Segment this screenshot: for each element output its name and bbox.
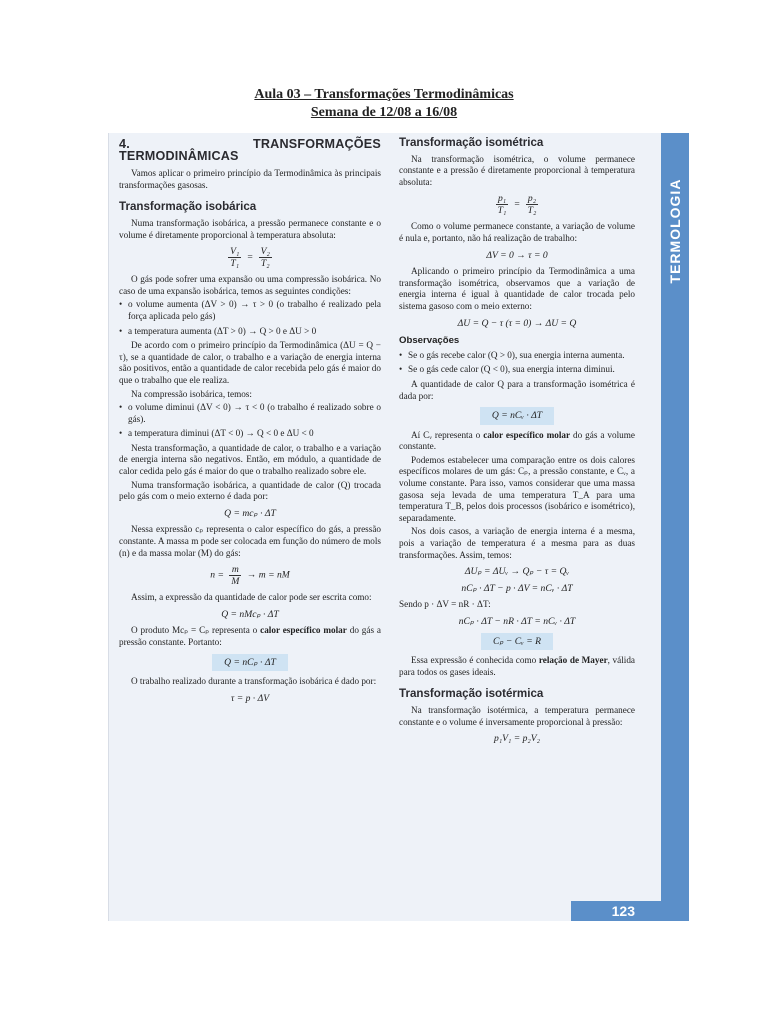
same-energy-paragraph: Nos dois casos, a variação de energia interna é a mesma, pois a variação de temperatura é a mesma para as duas transformações. Assim, temos: bbox=[399, 526, 635, 560]
moles-formula: n = $\frac{m}{M}$ → m = nM bbox=[210, 564, 290, 588]
no-work-paragraph: Como o volume permanece constante, a variação de volume é nula e, portanto, não há realização de trabalho: bbox=[399, 221, 635, 243]
compression-intro: Na compressão isobárica, temos: bbox=[131, 388, 252, 399]
bullet-volume-increase: • o volume aumenta (ΔV > 0) → τ > 0 (o trabalho é realizado pela força aplicada pelo gás) bbox=[119, 299, 381, 322]
isobaric-heat-formula: Q = nCₚ · ΔT bbox=[119, 654, 381, 672]
bullet-temperature-decrease: • a temperatura diminui (ΔT < 0) → Q < 0 e ΔU < 0 bbox=[119, 428, 381, 440]
zero-work-formula: ΔV = 0 → τ = 0 bbox=[486, 249, 548, 261]
compression-paragraph: Nesta transformação, a quantidade de calor, o trabalho e a variação de energia interna são negativos. Então, em módulo, a quantidade de calor cedida pelo gás é maior do que o trabalho realizado sobre ele. bbox=[119, 442, 381, 477]
isometric-definition: Na transformação isométrica, o volume permanece constante e a pressão é diretamente proporcional à temperatura absoluta: bbox=[399, 153, 635, 187]
isothermal-definition: Na transformação isotérmica, a temperatura permanece constante e o volume é inversamente proporcional à pressão: bbox=[399, 704, 635, 727]
isometric-heat-paragraph: A quantidade de calor Q para a transformação isométrica é dada por: bbox=[399, 378, 635, 401]
isobaric-work-paragraph: O trabalho realizado durante a transformação isobárica é dado por: bbox=[131, 676, 377, 687]
substitution-line: Sendo p · ΔV = nR · ΔT: bbox=[399, 599, 491, 610]
section-title: 4. TRANSFORMAÇÕES TERMODINÂMICAS bbox=[119, 137, 381, 163]
isothermal-law-formula: p₁V₁ = p₂V₂ bbox=[494, 733, 540, 745]
intro-paragraph: Vamos aplicar o primeiro princípio da Termodinâmica às principais transformações gasosas. bbox=[119, 168, 381, 190]
sidebar-label: TERMOLOGIA bbox=[667, 178, 683, 284]
mayer-relation-formula: Cₚ − Cᵥ = R bbox=[399, 633, 635, 651]
document-header bbox=[0, 86, 768, 122]
internal-energy-formula: ΔU = Q − τ (τ = 0) → ΔU = Q bbox=[457, 317, 577, 329]
energy-equality-formula: ΔUₚ = ΔUᵥ → Qₚ − τ = Qᵥ bbox=[464, 566, 570, 578]
specific-heat-paragraph: Nessa expressão cₚ representa o calor específico do gás, a pressão constante. A massa m pode ser colocada em função do número de mols (n) e da massa molar (M) do gás: bbox=[119, 524, 381, 558]
heat-expression-paragraph: Assim, a expressão da quantidade de calor pode ser escrita como: bbox=[131, 592, 372, 603]
isometric-title: Transformação isométrica bbox=[399, 136, 544, 149]
molar-heat-paragraph: O produto Mcₚ = Cₚ representa o calor específico molar do gás a pressão constante. Portanto: bbox=[119, 625, 381, 647]
isometric-law-formula: $\frac{\text{p₁}}{\text{T₁}}$ = $\frac{\text{p₂}}{\text{T₂}}$ bbox=[497, 193, 537, 217]
isothermal-title: Transformação isotérmica bbox=[399, 687, 544, 701]
heat-mass-formula: Q = mcₚ · ΔT bbox=[224, 507, 276, 519]
mayer-paragraph: Essa expressão é conhecida como relação de Mayer, válida para todos os gases ideais. bbox=[399, 655, 636, 677]
right-column bbox=[399, 133, 635, 750]
isometric-heat-formula: Q = nCᵥ · ΔT bbox=[399, 407, 635, 425]
left-column bbox=[119, 133, 381, 709]
lesson-title: Aula 03 – Transformações Termodinâmicas bbox=[254, 87, 514, 102]
cv-definition: Aí Cᵥ representa o calor específico molar do gás a volume constante. bbox=[399, 429, 635, 452]
heat-isobaric-paragraph: Numa transformação isobárica, a quantidade de calor (Q) trocada pelo gás com o meio externo é dada por: bbox=[119, 479, 381, 502]
work-formula: τ = p · ΔV bbox=[230, 692, 270, 704]
bullet-temperature-increase: • a temperatura aumenta (ΔT > 0) → Q > 0 e ΔU > 0 bbox=[119, 326, 381, 338]
isometric-first-principle: Aplicando o primeiro princípio da Termodinâmica a uma transformação isométrica, observamos que a variação de energia interna é igual à quantidade de calor trocada pelo sistema gasoso com o meio externo: bbox=[399, 266, 635, 311]
bullet-volume-decrease: • o volume diminui (ΔV < 0) → τ < 0 (o trabalho é realizado sobre o gás). bbox=[119, 402, 381, 425]
page-number: 123 bbox=[611, 903, 635, 919]
isobaric-title: Transformação isobárica bbox=[119, 200, 257, 214]
observation-receives-heat: • Se o gás recebe calor (Q > 0), sua energia interna aumenta. bbox=[399, 350, 635, 362]
expansion-intro: O gás pode sofrer uma expansão ou uma compressão isobárica. No caso de uma expansão isobárica, temos as seguintes condições: bbox=[119, 274, 381, 296]
first-principle-paragraph: De acordo com o primeiro princípio da Termodinâmica (ΔU = Q − τ), se a quantidade de calor, o trabalho e a variação de energia interna são positivos, então a quantidade de calor recebida pelo gás é maior do que o trabalho que ele realiza. bbox=[119, 340, 381, 385]
week-range: Semana de 12/08 a 16/08 bbox=[310, 105, 458, 120]
comparison-paragraph: Podemos estabelecer uma comparação entre os dois calores específicos molares de um gás: Cₚ, a pressão constante, e Cᵥ, a volume constante. Para isso, vamos considerar que uma massa gasosa seja levada de uma temperatura T_A para uma temperatura T_B, pelos dois processos (isobárico e isométrico), separadamente. bbox=[399, 454, 635, 523]
observations-title: Observações bbox=[399, 335, 460, 347]
textbook-page bbox=[108, 133, 689, 921]
substituted-formula: nCₚ · ΔT − nR · ΔT = nCᵥ · ΔT bbox=[458, 616, 576, 627]
observation-releases-heat: • Se o gás cede calor (Q < 0), sua energia interna diminui. bbox=[399, 364, 635, 376]
isobaric-definition: Numa transformação isobárica, a pressão permanece constante e o volume é diretamente proporcional à temperatura absoluta: bbox=[119, 217, 381, 240]
isobaric-law-formula: $\frac{\text{V₁}}{\text{T₁}}$ = $\frac{\text{V₂}}{\text{T₂}}$ bbox=[230, 246, 270, 270]
expanded-formula: nCₚ · ΔT − p · ΔV = nCᵥ · ΔT bbox=[461, 582, 573, 594]
heat-molar-mass-formula: Q = nMcₚ · ΔT bbox=[221, 608, 279, 620]
